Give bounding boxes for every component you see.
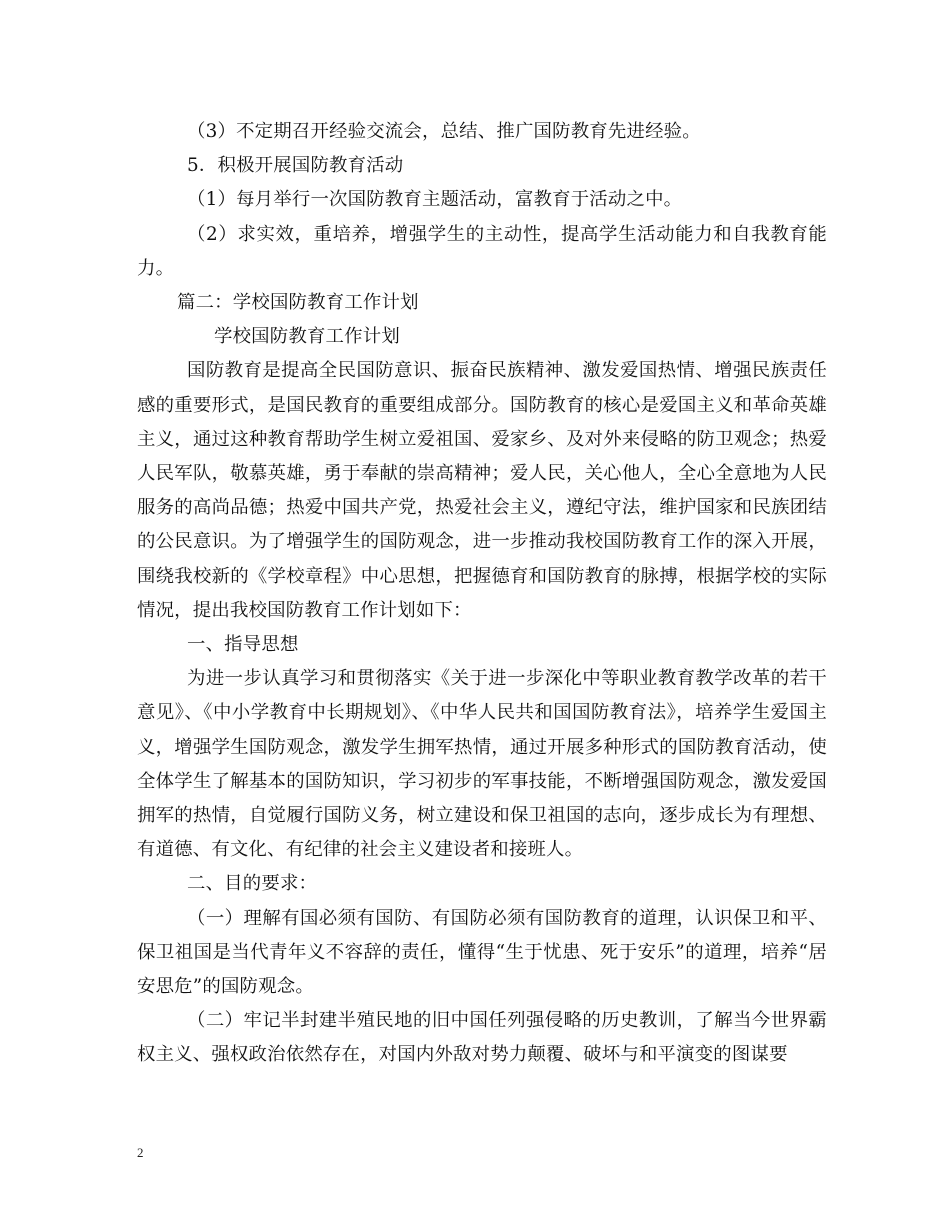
document-title: 学校国防教育工作计划 — [214, 326, 400, 348]
paragraph-item-1: （1）每月举行一次国防教育主题活动，富教育于活动之中。 — [187, 189, 683, 211]
intro-paragraph: 国防教育是提高全民国防意识、振奋民族精神、激发爱国热情、增强民族责任感的重要形式，是国民教育的重要组成部分。国防教育的核心是爱国主义和革命英雄主义，通过这种教育帮助学生树立爱祖国、爱家乡、及对外来侵略的防卫观念；热爱人民军队，敬慕英雄，勇于奉献的崇高精神；爱人民，关心他人，全心全意地为人民服务的高尚品德；热爱中国共产党，热爱社会主义，遵纪守法，维护国家和民族团结的公民意识。为了增强学生的国防观念，进一步推动我校国防教育工作的深入开展，围绕我校新的《学校章程》中心思想，把握德育和国防教育的脉搏，根据学校的实际情况，提出我校国防教育工作计划如下： — [137, 360, 827, 621]
page-content — [137, 115, 827, 1073]
paragraph-item-2: （2）求实效，重培养，增强学生的主动性，提高学生活动能力和自我教育能力。 — [137, 223, 827, 279]
section-heading-5: 5．积极开展国防教育活动 — [187, 155, 404, 177]
chapter-heading: 篇二：学校国防教育工作计划 — [177, 292, 419, 314]
section-heading-guiding-thought: 一、指导思想 — [187, 634, 299, 656]
objective-item-2: （二）牢记半封建半殖民地的旧中国任列强侵略的历史教训，了解当今世界霸权主义、强权政治依然存在，对国内外敌对势力颠覆、破坏与和平演变的图谋要 — [137, 1010, 827, 1066]
section-heading-objectives: 二、目的要求： — [187, 873, 318, 895]
page-number: 2 — [137, 1145, 144, 1160]
paragraph-item-3: （3）不定期召开经验交流会，总结、推广国防教育先进经验。 — [187, 121, 701, 142]
objective-item-1: （一）理解有国必须有国防、有国防必须有国防教育的道理，认识保卫和平、保卫祖国是当代青年义不容辞的责任，懂得“生于忧患、死于安乐”的道理，培养“居安思危”的国防观念。 — [137, 907, 827, 998]
guiding-thought-paragraph: 为进一步认真学习和贯彻落实《关于进一步深化中等职业教育教学改革的若干意见》、《中小学教育中长期规划》、《中华人民共和国国防教育法》，培养学生爱国主义，增强学生国防观念，激发学生拥军热情，通过开展多种形式的国防教育活动，使全体学生了解基本的国防知识，学习初步的军事技能，不断增强国防观念，激发爱国拥军的热情，自觉履行国防义务，树立建设和保卫祖国的志向，逐步成长为有理想、有道德、有文化、有纪律的社会主义建设者和接班人。 — [137, 668, 827, 861]
